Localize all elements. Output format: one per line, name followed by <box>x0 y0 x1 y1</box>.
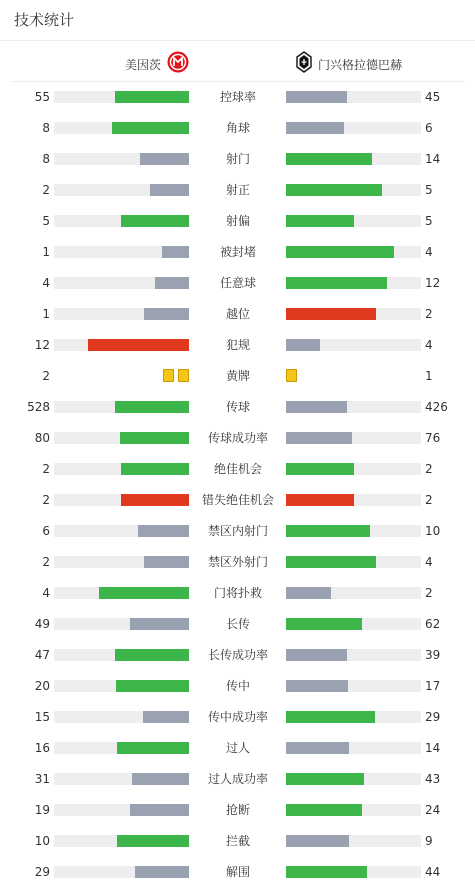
home-stat-value: 8 <box>42 121 50 135</box>
home-stat-bar <box>120 432 189 444</box>
home-stat-value: 15 <box>34 710 50 724</box>
home-stat-bar <box>115 649 189 661</box>
away-stat-value: 5 <box>425 214 433 228</box>
home-stat-value: 1 <box>42 245 50 259</box>
home-stat-bar <box>144 556 189 568</box>
away-stat-value: 1 <box>425 369 433 383</box>
home-stat-value: 1 <box>42 307 50 321</box>
away-stat-bar-track <box>286 866 421 878</box>
away-stat-bar <box>286 308 376 320</box>
away-stat-bar-track <box>286 804 421 816</box>
home-stat-bar <box>88 339 189 351</box>
away-stat-value: 24 <box>425 803 441 817</box>
away-stat-bar <box>286 432 352 444</box>
home-stat-value: 5 <box>42 214 50 228</box>
home-stat-bar-track <box>54 556 189 568</box>
away-stat-bar <box>286 804 362 816</box>
stat-label: 解围 <box>225 865 250 879</box>
home-stat-bar <box>99 587 189 599</box>
stat-label: 禁区外射门 <box>207 555 268 569</box>
page-title: 技术统计 <box>14 11 75 29</box>
stat-row <box>0 857 475 888</box>
home-stat-bar-track <box>54 308 189 320</box>
home-stat-value: 2 <box>42 462 50 476</box>
away-stat-bar-track <box>286 835 421 847</box>
away-stat-value: 9 <box>425 834 433 848</box>
away-stat-value: 2 <box>425 493 433 507</box>
home-stat-bar <box>130 618 189 630</box>
away-stat-bar <box>286 742 349 754</box>
away-stat-bar <box>286 556 376 568</box>
home-stat-bar <box>130 804 189 816</box>
away-stat-bar-track <box>286 649 421 661</box>
away-stat-bar-track <box>286 618 421 630</box>
home-stat-bar-track <box>54 463 189 475</box>
away-stat-value: 43 <box>425 772 441 786</box>
home-stat-bar-track <box>54 122 189 134</box>
home-stat-value: 16 <box>34 741 50 755</box>
home-stat-bar-track <box>54 432 189 444</box>
stat-label: 禁区内射门 <box>207 524 268 538</box>
home-stat-value: 55 <box>34 90 50 104</box>
away-stat-bar <box>286 246 394 258</box>
away-stat-bar <box>286 122 344 134</box>
stat-row <box>0 671 475 702</box>
home-stat-bar <box>116 680 189 692</box>
away-stat-bar <box>286 835 349 847</box>
away-stat-bar-track <box>286 246 421 258</box>
home-stat-value: 528 <box>27 400 50 414</box>
away-stat-bar-track <box>286 525 421 537</box>
home-stat-value: 47 <box>34 648 50 662</box>
home-stat-value: 2 <box>42 493 50 507</box>
home-stat-bar <box>143 711 189 723</box>
gladbach-logo-icon <box>296 51 312 77</box>
stat-row <box>0 392 475 423</box>
stat-row <box>0 361 475 392</box>
away-stat-bar-track <box>286 401 421 413</box>
stat-label: 长传成功率 <box>207 648 268 662</box>
home-stat-value: 2 <box>42 555 50 569</box>
home-team[interactable] <box>125 51 189 77</box>
home-stat-bar-track <box>54 184 189 196</box>
home-stat-bar-track <box>54 215 189 227</box>
away-stat-bar-track <box>286 556 421 568</box>
stat-label: 被封堵 <box>219 245 256 259</box>
stat-row <box>0 82 475 113</box>
away-stat-bar <box>286 215 354 227</box>
stat-row <box>0 485 475 516</box>
home-stat-bar-track <box>54 401 189 413</box>
home-stat-bar <box>150 184 189 196</box>
away-stat-bar-track <box>286 339 421 351</box>
stat-label: 传球 <box>225 400 250 414</box>
away-team-name: 门兴格拉德巴赫 <box>318 57 403 72</box>
away-stat-value: 10 <box>425 524 441 538</box>
home-stat-bar-track <box>54 649 189 661</box>
home-stat-bar-track <box>54 91 189 103</box>
away-stat-value: 29 <box>425 710 441 724</box>
home-stat-value: 49 <box>34 617 50 631</box>
home-stat-value: 4 <box>42 586 50 600</box>
home-stat-bar-track <box>54 339 189 351</box>
stat-label: 过人 <box>225 741 250 755</box>
away-team[interactable] <box>296 51 402 77</box>
stat-row <box>0 547 475 578</box>
home-stat-bar <box>117 835 189 847</box>
away-stat-bar-track <box>286 308 421 320</box>
stat-row <box>0 826 475 857</box>
away-stat-value: 426 <box>425 400 448 414</box>
home-stat-bar <box>112 122 189 134</box>
away-stat-value: 62 <box>425 617 441 631</box>
away-stat-bar-track <box>286 122 421 134</box>
stat-label: 射偏 <box>225 214 250 228</box>
stat-label: 拦截 <box>225 834 250 848</box>
away-stat-value: 2 <box>425 307 433 321</box>
home-stat-bar <box>121 215 189 227</box>
away-stat-bar <box>286 649 347 661</box>
away-stat-bar <box>286 618 362 630</box>
stat-row <box>0 299 475 330</box>
home-stat-bar <box>117 742 189 754</box>
stat-label: 黄牌 <box>225 369 250 383</box>
away-stat-value: 2 <box>425 586 433 600</box>
home-stat-bar <box>121 494 189 506</box>
away-stat-bar-track <box>286 680 421 692</box>
away-stat-value: 14 <box>425 152 441 166</box>
stat-label: 越位 <box>225 307 250 321</box>
stat-label: 控球率 <box>219 90 256 104</box>
home-stat-bar-track <box>54 587 189 599</box>
away-stat-value: 12 <box>425 276 441 290</box>
home-stat-value: 31 <box>34 772 50 786</box>
home-stat-value: 2 <box>42 369 50 383</box>
stat-label: 传中 <box>225 679 250 693</box>
stat-label: 传中成功率 <box>207 710 268 724</box>
away-stat-bar-track <box>286 215 421 227</box>
away-stat-bar-track <box>286 587 421 599</box>
away-stat-bar <box>286 339 320 351</box>
yellow-card-icon <box>163 369 174 382</box>
away-stat-bar <box>286 773 364 785</box>
away-stat-bar-track <box>286 432 421 444</box>
home-stat-bar-track <box>54 246 189 258</box>
stat-label: 过人成功率 <box>207 772 268 786</box>
stat-label: 长传 <box>225 617 250 631</box>
away-stat-value: 2 <box>425 462 433 476</box>
home-stat-bar <box>115 401 189 413</box>
stat-row <box>0 733 475 764</box>
stat-row <box>0 113 475 144</box>
away-stat-value: 39 <box>425 648 441 662</box>
away-stat-bar-track <box>286 773 421 785</box>
home-stat-bar-track <box>54 525 189 537</box>
away-stat-bar <box>286 401 347 413</box>
stat-row <box>0 702 475 733</box>
away-stat-bar-track <box>286 91 421 103</box>
stat-label: 犯规 <box>225 338 250 352</box>
away-stat-bar <box>286 866 367 878</box>
away-stat-bar <box>286 711 375 723</box>
home-stat-value: 12 <box>34 338 50 352</box>
away-stat-bar-track <box>286 494 421 506</box>
yellow-card-icon <box>286 369 297 382</box>
stat-label: 抢断 <box>225 803 250 817</box>
stat-row <box>0 516 475 547</box>
away-stat-value: 4 <box>425 245 433 259</box>
away-stat-bar <box>286 494 354 506</box>
away-stat-bar <box>286 587 331 599</box>
stat-row <box>0 144 475 175</box>
away-yellow-cards <box>286 369 297 382</box>
stat-row <box>0 237 475 268</box>
away-stat-value: 17 <box>425 679 441 693</box>
home-stat-value: 80 <box>34 431 50 445</box>
home-stat-value: 10 <box>34 834 50 848</box>
stat-label: 射正 <box>225 183 250 197</box>
away-stat-bar-track <box>286 277 421 289</box>
stat-row <box>0 578 475 609</box>
away-stat-value: 5 <box>425 183 433 197</box>
away-stat-bar-track <box>286 153 421 165</box>
home-stat-bar-track <box>54 711 189 723</box>
stat-row <box>0 330 475 361</box>
teams-header <box>0 41 475 81</box>
away-stat-value: 45 <box>425 90 441 104</box>
away-stat-value: 4 <box>425 338 433 352</box>
away-stat-bar <box>286 153 372 165</box>
away-stat-bar <box>286 91 347 103</box>
stat-row <box>0 206 475 237</box>
away-stat-bar-track <box>286 463 421 475</box>
stat-label: 射门 <box>225 152 250 166</box>
stat-row <box>0 609 475 640</box>
mainz-logo-icon <box>167 51 189 77</box>
home-stat-value: 4 <box>42 276 50 290</box>
home-stat-value: 19 <box>34 803 50 817</box>
stat-row <box>0 423 475 454</box>
away-stat-value: 14 <box>425 741 441 755</box>
stat-label: 错失绝佳机会 <box>201 493 274 507</box>
home-stat-bar <box>155 277 189 289</box>
away-stat-bar-track <box>286 184 421 196</box>
home-stat-bar <box>135 866 189 878</box>
away-stat-bar <box>286 184 382 196</box>
stat-label: 绝佳机会 <box>213 462 262 476</box>
home-stat-value: 2 <box>42 183 50 197</box>
away-stat-bar <box>286 525 370 537</box>
home-stat-bar <box>162 246 189 258</box>
home-stat-value: 6 <box>42 524 50 538</box>
away-stat-bar-track <box>286 711 421 723</box>
yellow-card-icon <box>178 369 189 382</box>
home-stat-bar-track <box>54 742 189 754</box>
home-stat-bar <box>138 525 189 537</box>
home-stat-bar <box>132 773 189 785</box>
home-stat-bar-track <box>54 618 189 630</box>
home-stat-bar <box>115 91 189 103</box>
stat-row <box>0 640 475 671</box>
home-stat-value: 8 <box>42 152 50 166</box>
away-stat-value: 6 <box>425 121 433 135</box>
home-stat-bar <box>144 308 189 320</box>
stat-label: 任意球 <box>219 276 256 290</box>
home-stat-bar-track <box>54 804 189 816</box>
home-stat-bar-track <box>54 153 189 165</box>
stat-row <box>0 175 475 206</box>
home-stat-bar-track <box>54 277 189 289</box>
home-stat-bar-track <box>54 680 189 692</box>
stat-row <box>0 795 475 826</box>
stat-label: 门将扑救 <box>213 586 262 600</box>
away-stat-value: 44 <box>425 865 441 879</box>
stat-row <box>0 764 475 795</box>
stat-label: 角球 <box>225 121 250 135</box>
home-stat-value: 20 <box>34 679 50 693</box>
home-stat-bar-track <box>54 773 189 785</box>
home-stat-bar-track <box>54 866 189 878</box>
home-stat-bar <box>140 153 189 165</box>
home-stat-value: 29 <box>34 865 50 879</box>
home-yellow-cards <box>163 369 189 382</box>
away-stat-bar <box>286 463 354 475</box>
stat-row <box>0 268 475 299</box>
stat-row <box>0 454 475 485</box>
stat-label: 传球成功率 <box>207 431 268 445</box>
away-stat-bar-track <box>286 742 421 754</box>
home-stat-bar-track <box>54 494 189 506</box>
home-team-name: 美因茨 <box>124 57 161 72</box>
home-stat-bar <box>121 463 189 475</box>
away-stat-bar <box>286 277 387 289</box>
away-stat-value: 76 <box>425 431 441 445</box>
away-stat-bar <box>286 680 348 692</box>
away-stat-value: 4 <box>425 555 433 569</box>
home-stat-bar-track <box>54 835 189 847</box>
